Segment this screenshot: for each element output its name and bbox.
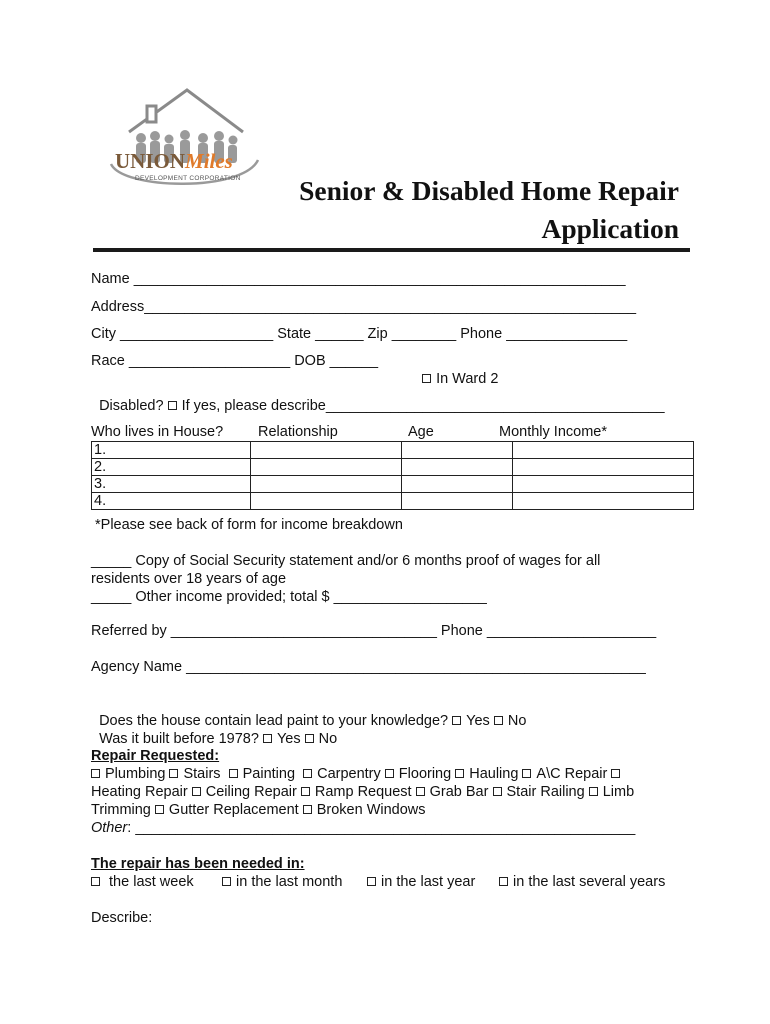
no-label: No bbox=[507, 713, 527, 729]
repair-checkbox[interactable] bbox=[455, 769, 464, 778]
ss-statement-line[interactable]: _____ Copy of Social Security statement and/or 6 months proof of wages for all bbox=[91, 553, 601, 569]
form-title-line1: Senior & Disabled Home Repair bbox=[299, 175, 679, 206]
age-cell[interactable] bbox=[402, 442, 513, 459]
repair-option-label: Hauling bbox=[469, 766, 519, 782]
relationship-cell[interactable] bbox=[251, 493, 402, 510]
timing-option-label: the last week bbox=[109, 874, 194, 890]
row-number: 4. bbox=[92, 493, 251, 510]
household-table bbox=[91, 441, 694, 510]
title-divider bbox=[93, 248, 690, 252]
repair-option-label: Stairs bbox=[183, 766, 221, 782]
repair-options-line-1 bbox=[91, 765, 625, 783]
repair-option-label: Carpentry bbox=[317, 766, 381, 782]
timing-option-label: in the last year bbox=[381, 874, 476, 890]
relationship-cell[interactable] bbox=[251, 442, 402, 459]
repair-checkbox[interactable] bbox=[303, 769, 312, 778]
age-cell[interactable] bbox=[402, 476, 513, 493]
repair-checkbox[interactable] bbox=[493, 787, 502, 796]
repair-option-label: Limb bbox=[602, 784, 635, 800]
disabled-checkbox[interactable] bbox=[168, 401, 177, 410]
form-title-line2: Application bbox=[541, 213, 679, 244]
repair-checkbox[interactable] bbox=[416, 787, 425, 796]
repair-checkbox[interactable] bbox=[169, 769, 178, 778]
timing-option-label: in the last several years bbox=[513, 874, 666, 890]
repair-option-label: Heating Repair bbox=[91, 784, 188, 800]
repair-option-label: Flooring bbox=[398, 766, 452, 782]
repair-checkbox[interactable] bbox=[522, 769, 531, 778]
other-repair-line[interactable]: : ______________________________________________________________ bbox=[127, 820, 636, 836]
row-number: 3. bbox=[92, 476, 251, 493]
table-row bbox=[92, 476, 694, 493]
other-repair-field[interactable] bbox=[91, 819, 635, 837]
repair-checkbox[interactable] bbox=[303, 805, 312, 814]
repair-needed-heading: The repair has been needed in: bbox=[91, 856, 305, 872]
built-before-1978-question bbox=[91, 712, 337, 748]
repair-option-label: Trimming bbox=[91, 802, 151, 818]
income-cell[interactable] bbox=[513, 476, 694, 493]
age-cell[interactable] bbox=[402, 459, 513, 476]
timing-option-label: in the last month bbox=[236, 874, 343, 890]
repair-option-label: Broken Windows bbox=[316, 802, 426, 818]
row-number: 1. bbox=[92, 442, 251, 459]
ss-statement-line-2: residents over 18 years of age bbox=[91, 571, 287, 587]
relationship-cell[interactable] bbox=[251, 476, 402, 493]
repair-checkbox[interactable] bbox=[229, 769, 238, 778]
repair-options-line-3 bbox=[91, 801, 426, 819]
race-dob-fields[interactable]: Race ____________________ DOB ______ bbox=[91, 353, 379, 369]
disabled-describe-field[interactable]: If yes, please describe__________________________________________ bbox=[181, 398, 665, 414]
repair-checkbox[interactable] bbox=[611, 769, 620, 778]
timing-last-year[interactable] bbox=[367, 873, 475, 891]
built-1978-label: Was it built before 1978? bbox=[99, 731, 259, 747]
repair-checkbox[interactable] bbox=[589, 787, 598, 796]
no-label: No bbox=[318, 731, 338, 747]
repair-checkbox[interactable] bbox=[91, 769, 100, 778]
repair-option-label: Ceiling Repair bbox=[205, 784, 297, 800]
repair-option-label: Grab Bar bbox=[429, 784, 489, 800]
lead-paint-label: Does the house contain lead paint to your knowledge? bbox=[99, 713, 449, 729]
city-state-zip-phone-fields[interactable]: City ___________________ State ______ Zip ________ Phone _______________ bbox=[91, 326, 628, 342]
relationship-cell[interactable] bbox=[251, 459, 402, 476]
ward-2-label: In Ward 2 bbox=[436, 371, 499, 387]
repair-option-label: A\C Repair bbox=[536, 766, 608, 782]
col-header-relationship: Relationship bbox=[258, 424, 338, 440]
timing-last-month[interactable] bbox=[222, 873, 342, 891]
other-label: Other bbox=[91, 820, 128, 836]
repair-options-line-2 bbox=[91, 783, 634, 801]
referred-by-field[interactable]: Referred by _________________________________ Phone _____________________ bbox=[91, 623, 657, 639]
disabled-label: Disabled? bbox=[99, 398, 164, 414]
income-cell[interactable] bbox=[513, 493, 694, 510]
yes-label: Yes bbox=[466, 713, 490, 729]
other-income-line[interactable]: _____ Other income provided; total $ ___________________ bbox=[91, 589, 487, 605]
repair-checkbox[interactable] bbox=[385, 769, 394, 778]
age-cell[interactable] bbox=[402, 493, 513, 510]
disabled-row bbox=[91, 379, 665, 415]
repair-option-label: Gutter Replacement bbox=[168, 802, 299, 818]
repair-checkbox[interactable] bbox=[155, 805, 164, 814]
repair-option-label: Plumbing bbox=[105, 766, 166, 782]
income-cell[interactable] bbox=[513, 442, 694, 459]
timing-checkbox[interactable] bbox=[499, 877, 508, 886]
col-header-monthly-income: Monthly Income* bbox=[499, 424, 607, 440]
income-cell[interactable] bbox=[513, 459, 694, 476]
built-yes-checkbox[interactable] bbox=[263, 734, 272, 743]
describe-label: Describe: bbox=[91, 910, 153, 926]
address-field[interactable]: Address_____________________________________________________________ bbox=[91, 299, 637, 315]
table-row bbox=[92, 442, 694, 459]
table-row bbox=[92, 459, 694, 476]
repair-option-label: Painting bbox=[242, 766, 296, 782]
timing-checkbox[interactable] bbox=[367, 877, 376, 886]
logo-miles-text: Miles bbox=[185, 149, 233, 173]
repair-option-label: Stair Railing bbox=[506, 784, 585, 800]
repair-requested-heading: Repair Requested: bbox=[91, 748, 220, 764]
logo-union-text: UNION bbox=[115, 149, 186, 173]
timing-last-week[interactable] bbox=[91, 873, 194, 891]
name-field[interactable]: Name _____________________________________________________________ bbox=[91, 271, 626, 287]
company-logo bbox=[103, 86, 263, 192]
yes-label: Yes bbox=[276, 731, 301, 747]
lead-no-checkbox[interactable] bbox=[494, 716, 503, 725]
repair-option-label: Ramp Request bbox=[314, 784, 412, 800]
timing-checkbox[interactable] bbox=[91, 877, 100, 886]
repair-checkbox[interactable] bbox=[192, 787, 201, 796]
income-footnote: *Please see back of form for income breakdown bbox=[95, 517, 403, 533]
timing-checkbox[interactable] bbox=[222, 877, 231, 886]
logo-tagline: DEVELOPMENT CORPORATION bbox=[135, 175, 241, 182]
repair-checkbox[interactable] bbox=[301, 787, 310, 796]
timing-last-several-years[interactable] bbox=[499, 873, 665, 891]
row-number: 2. bbox=[92, 459, 251, 476]
col-header-who-lives: Who lives in House? bbox=[91, 424, 224, 440]
table-row bbox=[92, 493, 694, 510]
lead-yes-checkbox[interactable] bbox=[452, 716, 461, 725]
built-no-checkbox[interactable] bbox=[305, 734, 314, 743]
col-header-age: Age bbox=[408, 424, 434, 440]
agency-name-field[interactable]: Agency Name _________________________________________________________ bbox=[91, 659, 646, 675]
